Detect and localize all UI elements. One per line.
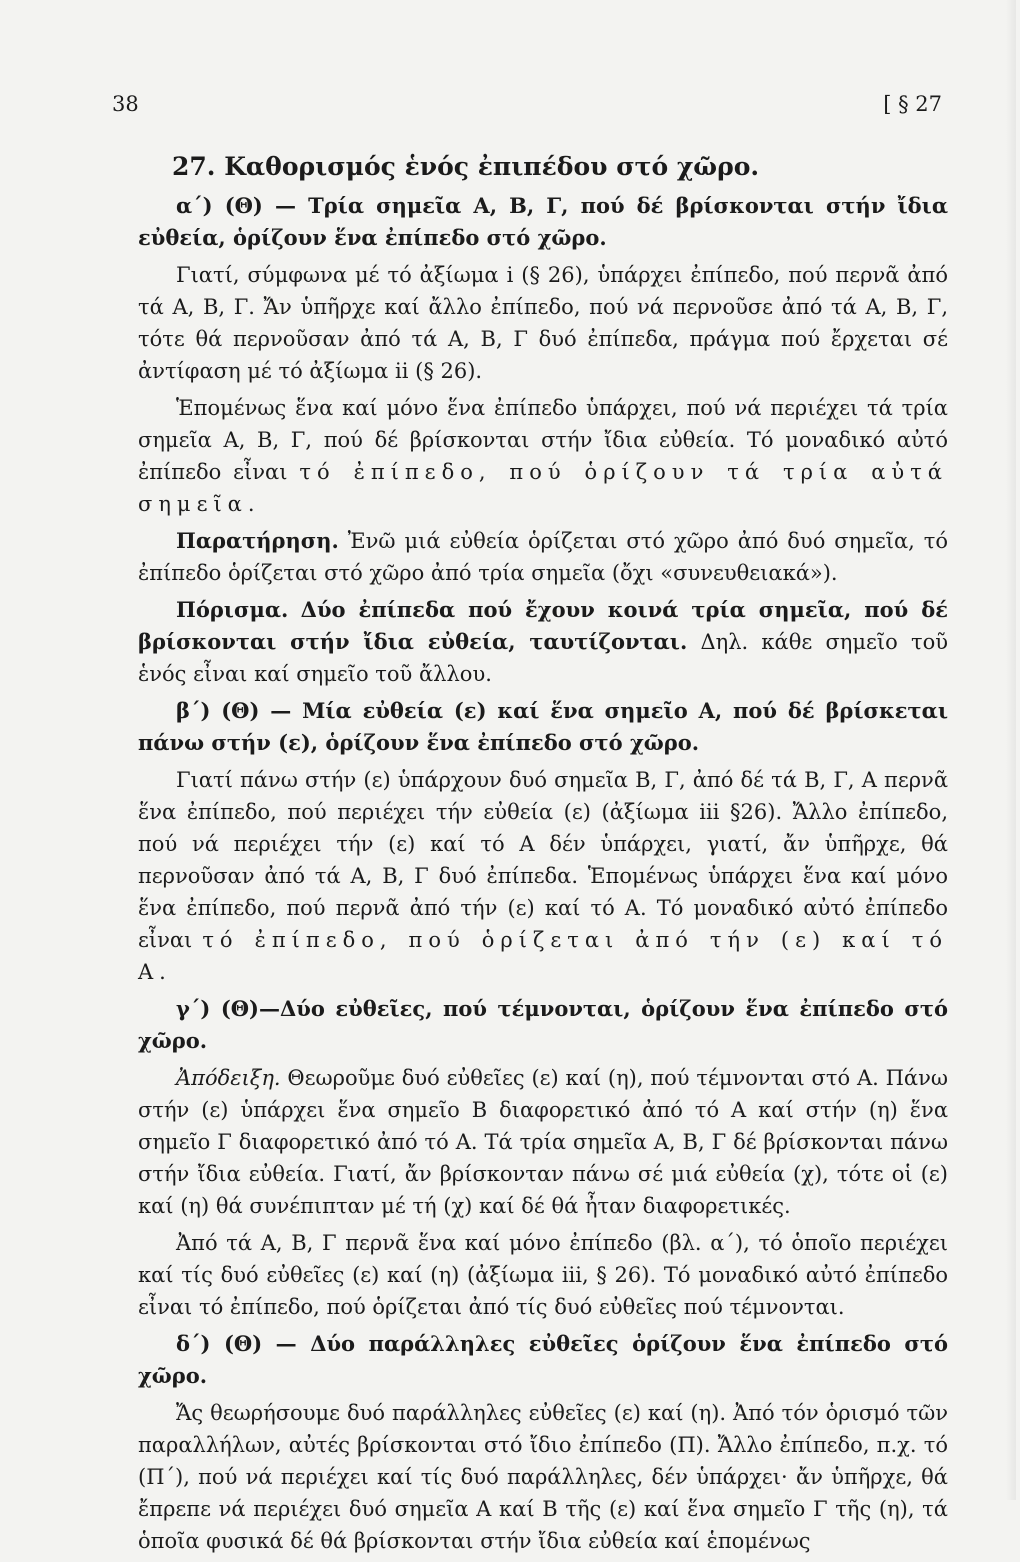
section-reference: [ § 27 <box>883 92 942 116</box>
corollary-label: Πόρισμα. <box>176 597 289 622</box>
page-number: 38 <box>112 92 139 116</box>
theorem-a-conclusion-spaced: τό ἐπίπεδο, πού ὁρίζουν τά τρία αὐτά σημεῖα. <box>138 460 948 516</box>
page-edge-shadow <box>1006 0 1016 1500</box>
corollary-paragraph <box>138 594 948 690</box>
remark-text: Ἐνῶ μιά εὐθεία ὁρίζεται στό χῶρο ἀπό δυό σημεῖα, τό ἐπίπεδο ὁρίζεται στό χῶρο ἀπό τρία σημεῖα (ὄχι «συνευθειακά»). <box>138 529 948 585</box>
theorem-c-statement: γ΄) (Θ)—Δύο εὐθεῖες, πού τέμνονται, ὁρίζουν ἕνα ἐπίπεδο στό χῶρο. <box>138 996 948 1053</box>
theorem-a-conclusion-text: Ἑπομένως ἕνα καί μόνο ἕνα ἐπίπεδο ὑπάρχει, πού νά περιέχει τά τρία σημεῖα Α, Β, Γ, πού δέ βρίσκονται στήν ἴδια εὐθεία. Τό μοναδικό αὐτό ἐπίπεδο εἶναι <box>138 396 948 484</box>
remark-paragraph <box>138 525 948 589</box>
theorem-c-proof-text: Θεωροῦμε δυό εὐθεῖες (ε) καί (η), πού τέμνονται στό Α. Πάνω στήν (ε) ὑπάρχει ἕνα σημεῖο Β διαφορετικό ἀπό τό Α καί στήν (η) ἕνα σημεῖο Γ διαφορετικό ἀπό τό Α. Τά τρία σημεῖα Α, Β, Γ δέ βρίσκονται πάνω στήν ἴδια εὐθεία. Γιατί, ἄν βρίσκονταν πάνω σέ μιά εὐθεία (χ), τότε οἱ (ε) καί (η) θά συνέπιπταν μέ τή (χ) καί δέ θά ἦταν διαφορετικές. <box>138 1066 948 1218</box>
theorem-b-proof <box>138 764 948 988</box>
theorem-a-proof: Γιατί, σύμφωνα μέ τό ἀξίωμα i (§ 26), ὑπάρχει ἐπίπεδο, πού περνᾶ ἀπό τά Α, Β, Γ. Ἄν ὑπῆρχε καί ἄλλο ἐπίπεδο, πού νά περνοῦσε ἀπό τά Α, Β, Γ, τότε θά περνοῦσαν ἀπό τά Α, Β, Γ δυό ἐπίπεδα, πράγμα πού ἔρχεται σέ ἀντίφαση μέ τό ἀξίωμα ii (§ 26). <box>138 263 948 383</box>
theorem-c-proof-label: Ἀπόδειξη. <box>176 1066 281 1090</box>
theorem-d-proof: Ἄς θεωρήσουμε δυό παράλληλες εὐθεῖες (ε) καί (η). Ἀπό τόν ὁρισμό τῶν παραλλήλων, αὐτές βρίσκονται στό ἴδιο ἐπίπεδο (Π). Ἄλλο ἐπίπεδο, π.χ. τό (Π΄), πού νά περιέχει καί τίς δυό παράλληλες, δέν ὑπάρχει· ἄν ὑπῆρχε, θά ἔπρεπε νά περιέχει δυό σημεῖα Α καί Β τῆς (ε) καί ἕνα σημεῖο Γ τῆς (η), τά ὁποῖα φυσικά δέ θά βρίσκονται στήν ἴδια εὐθεία καί ἑπομένως <box>138 1401 948 1553</box>
theorem-a-statement: α΄) (Θ) — Τρία σημεῖα Α, Β, Γ, πού δέ βρίσκονται στήν ἴδια εὐθεία, ὁρίζουν ἕνα ἐπίπεδο στό χῶρο. <box>138 193 948 250</box>
page-body <box>138 150 948 1562</box>
theorem-b-proof-text: Γιατί πάνω στήν (ε) ὑπάρχουν δυό σημεῖα Β, Γ, ἀπό δέ τά Β, Γ, Α περνᾶ ἕνα ἐπίπεδο, πού περιέχει τήν εὐθεία (ε) (ἀξίωμα iii §26). Ἄλλο ἐπίπεδο, πού νά περιέχει τήν (ε) καί τό Α δέν ὑπάρχει, γιατί, ἄν ὑπῆρχε, θά περνοῦσαν ἀπό τά Α, Β, Γ δυό ἐπίπεδα. Ἑπομένως ὑπάρχει ἕνα καί μόνο ἕνα ἐπίπεδο, πού περνᾶ ἀπό τήν (ε) καί τό Α. Τό μοναδικό αὐτό ἐπίπεδο εἶναι <box>138 768 948 952</box>
theorem-c-proof <box>138 1062 948 1222</box>
page-header <box>112 92 952 122</box>
theorem-b-proof-spaced: τό ἐπίπεδο, πού ὁρίζεται ἀπό τήν (ε) καί τό Α. <box>138 928 948 984</box>
corollary-text: Δηλ. κάθε σημεῖο τοῦ ἑνός εἶναι καί σημεῖο τοῦ ἄλλου. <box>138 630 948 686</box>
remark-label: Παρατήρηση. <box>176 528 339 553</box>
theorem-c-proof-continued: Ἀπό τά Α, Β, Γ περνᾶ ἕνα καί μόνο ἐπίπεδο (βλ. α΄), τό ὁποῖο περιέχει καί τίς δυό εὐθεῖες (ε) καί (η) (ἀξίωμα iii, § 26). Τό μοναδικό αὐτό ἐπίπεδο εἶναι τό ἐπίπεδο, πού ὁρίζεται ἀπό τίς δυό εὐθεῖες πού τέμνονται. <box>138 1231 948 1319</box>
section-title: 27. Καθορισμός ἑνός ἐπιπέδου στό χῶρο. <box>172 152 760 181</box>
theorem-a-conclusion <box>138 392 948 520</box>
theorem-d-statement: δ΄) (Θ) — Δύο παράλληλες εὐθεῖες ὁρίζουν ἕνα ἐπίπεδο στό χῶρο. <box>138 1331 948 1388</box>
corollary-statement: Δύο ἐπίπεδα πού ἔχουν κοινά τρία σημεῖα, πού δέ βρίσκονται στήν ἴδια εὐθεία, ταυτίζονται. <box>138 597 948 654</box>
theorem-b-statement: β΄) (Θ) — Μία εὐθεία (ε) καί ἕνα σημεῖο Α, πού δέ βρίσκεται πάνω στήν (ε), ὁρίζουν ἕνα ἐπίπεδο στό χῶρο. <box>138 698 948 755</box>
